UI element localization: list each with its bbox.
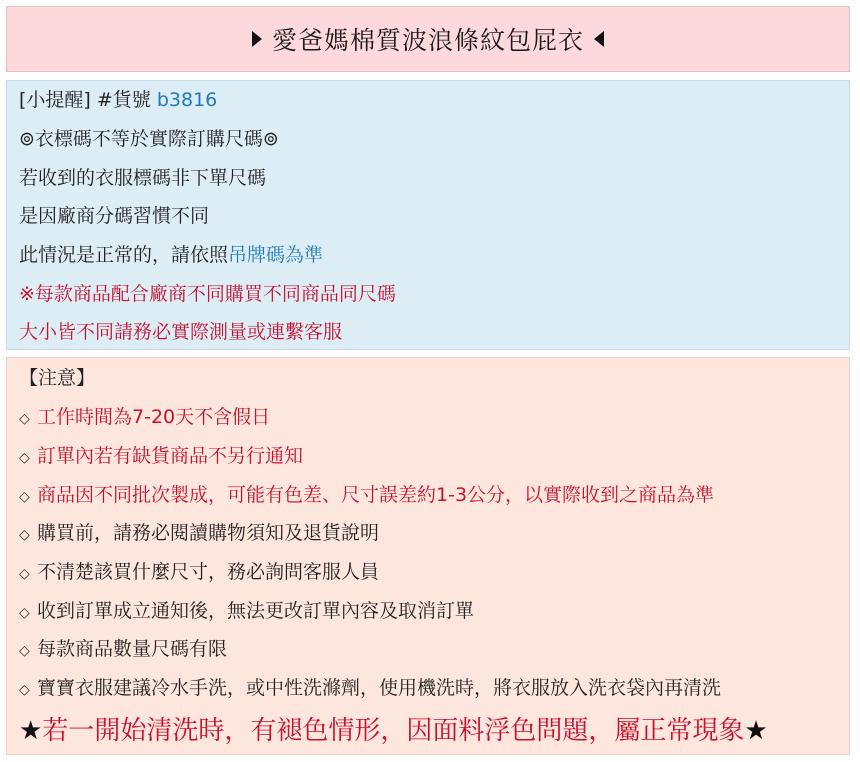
washing-warning (19, 712, 768, 750)
attention-item-text: 每款商品數量尺碼有限 (37, 638, 228, 660)
star-icon: ★ (19, 716, 43, 746)
reminder-header (19, 87, 217, 113)
reminder-line-6: 大小皆不同請務必實際測量或連繫客服 (19, 321, 343, 343)
washing-warning-text: 若一開始清洗時，有褪色情形，因面料浮色問題，屬正常現象 (42, 716, 745, 746)
product-title: 愛爸媽棉質波浪條紋包屁衣 (271, 26, 584, 55)
attention-item (19, 404, 270, 430)
item-number-label: #貨號 (96, 89, 151, 111)
diamond-bullet-icon: ◇ (19, 450, 30, 466)
attention-item-text: 寶寶衣服建議冷水手洗，或中性洗滌劑，使用機洗時，將衣服放入洗衣袋內再清洗 (37, 677, 722, 699)
diamond-bullet-icon: ◇ (19, 527, 30, 543)
attention-item (19, 520, 379, 546)
diamond-bullet-icon: ◇ (19, 489, 30, 505)
size-reminder-panel (6, 80, 850, 350)
reminder-line-1: ⊚衣標碼不等於實際訂購尺碼⊚ (19, 128, 279, 150)
reminder-line-4 (19, 242, 323, 268)
attention-item-text: 購買前，請務必閱讀購物須知及退貨說明 (37, 522, 380, 544)
triangle-right-icon (252, 31, 262, 47)
reminder-line-2: 若收到的衣服標碼非下單尺碼 (19, 167, 267, 189)
diamond-bullet-icon: ◇ (19, 411, 30, 427)
reminder-label: [小提醒] (19, 89, 91, 111)
attention-panel (6, 357, 850, 755)
reminder-line-4-text: 此情況是正常的，請依照 (19, 244, 229, 266)
attention-item (19, 598, 474, 624)
attention-heading: 【注意】 (19, 367, 96, 389)
attention-item (19, 443, 303, 469)
attention-item-text: 工作時間為7-20天不含假日 (37, 406, 271, 428)
tag-size-highlight: 吊牌碼為準 (228, 244, 324, 266)
diamond-bullet-icon: ◇ (19, 605, 30, 621)
diamond-bullet-icon: ◇ (19, 566, 30, 582)
star-icon: ★ (744, 716, 768, 746)
item-number: b3816 (156, 89, 218, 111)
attention-item-text: 訂單內若有缺貨商品不另行通知 (37, 445, 304, 467)
triangle-left-icon (594, 31, 604, 47)
attention-item (19, 559, 379, 585)
reminder-line-5: ※每款商品配合廠商不同購買不同商品同尺碼 (19, 283, 396, 305)
attention-item (19, 636, 227, 662)
product-title-banner (6, 6, 850, 72)
diamond-bullet-icon: ◇ (19, 682, 30, 698)
attention-item (19, 482, 714, 508)
attention-item-text: 不清楚該買什麼尺寸，務必詢問客服人員 (37, 561, 380, 583)
reminder-line-3: 是因廠商分碼習慣不同 (19, 205, 210, 227)
diamond-bullet-icon: ◇ (19, 643, 30, 659)
attention-item-text: 收到訂單成立通知後，無法更改訂單內容及取消訂單 (37, 600, 475, 622)
attention-item-text: 商品因不同批次製成，可能有色差、尺寸誤差約1-3公分，以實際收到之商品為準 (37, 484, 715, 506)
attention-item (19, 675, 721, 701)
